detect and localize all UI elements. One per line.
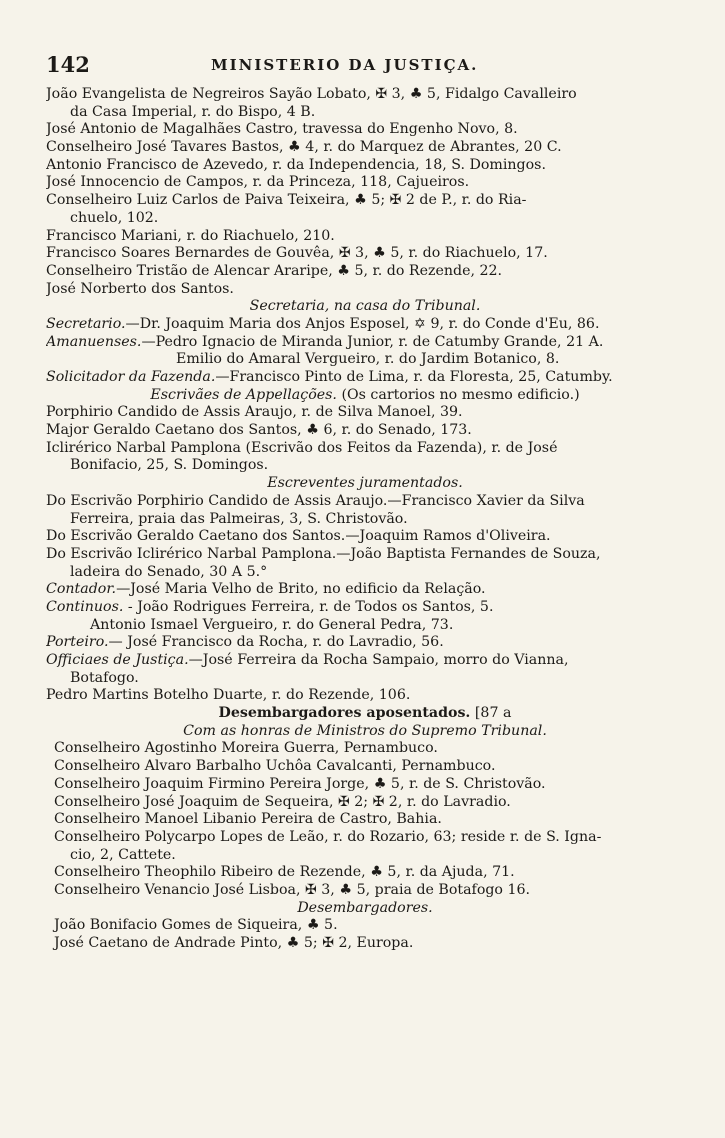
list-item: Botafogo. — [70, 669, 139, 686]
list-item: Conselheiro Joaquim Firmino Pereira Jorge, ♣ 5, r. de S. Christovão. — [54, 775, 546, 792]
cross-icon: ✠ — [338, 245, 351, 262]
medal-icon: ♣ — [288, 139, 301, 156]
cross-icon: ✠ — [375, 86, 388, 102]
list-item: Conselheiro Alvaro Barbalho Uchôa Cavalcanti, Pernambuco. — [54, 758, 496, 775]
list-item: Solicitador da Fazenda.—Francisco Pinto de Lima, r. da Floresta, 25, Catumby. — [46, 369, 613, 385]
section-heading: Escrivães de Appellações. (Os cartorios no mesmo edificio.) — [150, 386, 580, 403]
star-icon: ✡ — [414, 315, 426, 332]
list-item: Amanuenses.—Pedro Ignacio de Miranda Junior, r. de Catumby Grande, 21 A. — [46, 333, 604, 350]
list-item: Conselheiro José Tavares Bastos, ♣ 4, r. do Marquez de Abrantes, 20 C. — [46, 139, 562, 156]
list-item: Secretario.—Dr. Joaquim Maria dos Anjos Esposel, ✡ 9, r. do Conde d'Eu, 86. — [46, 315, 600, 332]
cross-icon: ✠ — [372, 793, 385, 810]
list-item: da Casa Imperial, r. do Bispo, 4 B. — [70, 103, 316, 120]
running-head: MINISTERIO DA JUSTIÇA. — [211, 56, 479, 74]
medal-icon: ♣ — [337, 262, 350, 279]
list-item: Conselheiro Theophilo Ribeiro de Rezende, ♣ 5, r. da Ajuda, 71. — [54, 864, 515, 881]
medal-icon: ♣ — [354, 192, 367, 209]
cross-icon: ✠ — [322, 935, 334, 951]
list-item: Do Escrivão Geraldo Caetano dos Santos.—Joaquim Ramos d'Oliveira. — [46, 528, 551, 545]
list-item: José Norberto dos Santos. — [46, 280, 234, 297]
list-item: Antonio Francisco de Azevedo, r. da Independencia, 18, S. Domingos. — [46, 156, 546, 173]
list-item: João Evangelista de Negreiros Sayão Lobato, ✠ 3, ♣ 5, Fidalgo Cavalleiro — [46, 86, 577, 102]
list-item: José Caetano de Andrade Pinto, ♣ 5; ✠ 2, Europa. — [54, 935, 414, 951]
page-body — [46, 86, 684, 953]
list-item: Bonifacio, 25, S. Domingos. — [70, 457, 269, 474]
list-item: José Antonio de Magalhães Castro, travessa do Engenho Novo, 8. — [46, 121, 518, 138]
medal-icon: ♣ — [306, 917, 320, 934]
list-item: Antonio Ismael Vergueiro, r. do General Pedra, 73. — [90, 616, 454, 633]
section-heading: Escreventes juramentados. — [267, 475, 463, 492]
list-item: chuelo, 102. — [70, 209, 159, 226]
list-item: Continuos. - João Rodrigues Ferreira, r. de Todos os Santos, 5. — [46, 598, 494, 615]
section-heading: Desembargadores. — [297, 899, 433, 916]
medal-icon: ♣ — [373, 775, 387, 792]
list-item: Contador.—José Maria Velho de Brito, no edificio da Relação. — [46, 581, 486, 598]
list-item: Officiaes de Justiça.—José Ferreira da Rocha Sampaio, morro do Vianna, — [46, 652, 569, 668]
list-item: João Bonifacio Gomes de Siqueira, ♣ 5. — [54, 917, 338, 934]
section-subheading: Com as honras de Ministros do Supremo Tribunal. — [183, 722, 547, 739]
list-item: Pedro Martins Botelho Duarte, r. do Rezende, 106. — [46, 687, 411, 704]
list-item: Porteiro.— José Francisco da Rocha, r. do Lavradio, 56. — [46, 634, 444, 651]
page-header — [46, 52, 686, 82]
list-item: cio, 2, Cattete. — [70, 846, 176, 863]
cross-icon: ✠ — [389, 192, 402, 209]
list-item: Do Escrivão Iclirérico Narbal Pamplona.—João Baptista Fernandes de Souza, — [46, 545, 601, 562]
medal-icon: ♣ — [409, 86, 423, 102]
list-item: ladeira do Senado, 30 A 5.° — [70, 563, 268, 580]
list-item: José Innocencio de Campos, r. da Princeza, 118, Cajueiros. — [46, 174, 470, 191]
medal-icon: ♣ — [339, 881, 353, 898]
page-number: 142 — [46, 52, 90, 77]
cross-icon: ✠ — [338, 793, 350, 810]
list-item: Conselheiro José Joaquim de Sequeira, ✠ 2; ✠ 2, r. do Lavradio. — [54, 793, 511, 810]
list-item: Do Escrivão Porphirio Candido de Assis Araujo.—Francisco Xavier da Silva — [46, 492, 585, 509]
list-item: Conselheiro Polycarpo Lopes de Leão, r. do Rozario, 63; reside r. de S. Igna- — [54, 828, 602, 845]
medal-icon: ♣ — [370, 864, 383, 881]
list-item: Conselheiro Tristão de Alencar Araripe, ♣ 5, r. do Rezende, 22. — [46, 262, 503, 279]
list-item: Iclirérico Narbal Pamplona (Escrivão dos Feitos da Fazenda), r. de José — [46, 439, 558, 456]
list-item: Francisco Mariani, r. do Riachuelo, 210. — [46, 227, 335, 244]
section-heading: Desembargadores aposentados. [87 a — [218, 705, 512, 722]
list-item: Conselheiro Agostinho Moreira Guerra, Pernambuco. — [54, 740, 438, 757]
list-item: Conselheiro Manoel Libanio Pereira de Castro, Bahia. — [54, 811, 442, 828]
list-item: Major Geraldo Caetano dos Santos, ♣ 6, r. do Senado, 173. — [46, 422, 472, 439]
section-heading: Secretaria, na casa do Tribunal. — [249, 298, 481, 315]
medal-icon: ♣ — [306, 422, 319, 439]
list-item: Porphirio Candido de Assis Araujo, r. de Silva Manoel, 39. — [46, 404, 463, 421]
list-item: Conselheiro Luiz Carlos de Paiva Teixeira, ♣ 5; ✠ 2 de P., r. do Ria- — [46, 192, 527, 209]
medal-icon: ♣ — [286, 935, 300, 951]
list-item: Ferreira, praia das Palmeiras, 3, S. Christovão. — [70, 510, 408, 527]
list-item: Conselheiro Venancio José Lisboa, ✠ 3, ♣ 5, praia de Botafogo 16. — [54, 881, 531, 898]
medal-icon: ♣ — [373, 245, 386, 262]
list-item: Francisco Soares Bernardes de Gouvêa, ✠ 3, ♣ 5, r. do Riachuelo, 17. — [46, 245, 548, 262]
cross-icon: ✠ — [305, 881, 317, 898]
list-item: Emilio do Amaral Vergueiro, r. do Jardim Botanico, 8. — [176, 351, 560, 368]
